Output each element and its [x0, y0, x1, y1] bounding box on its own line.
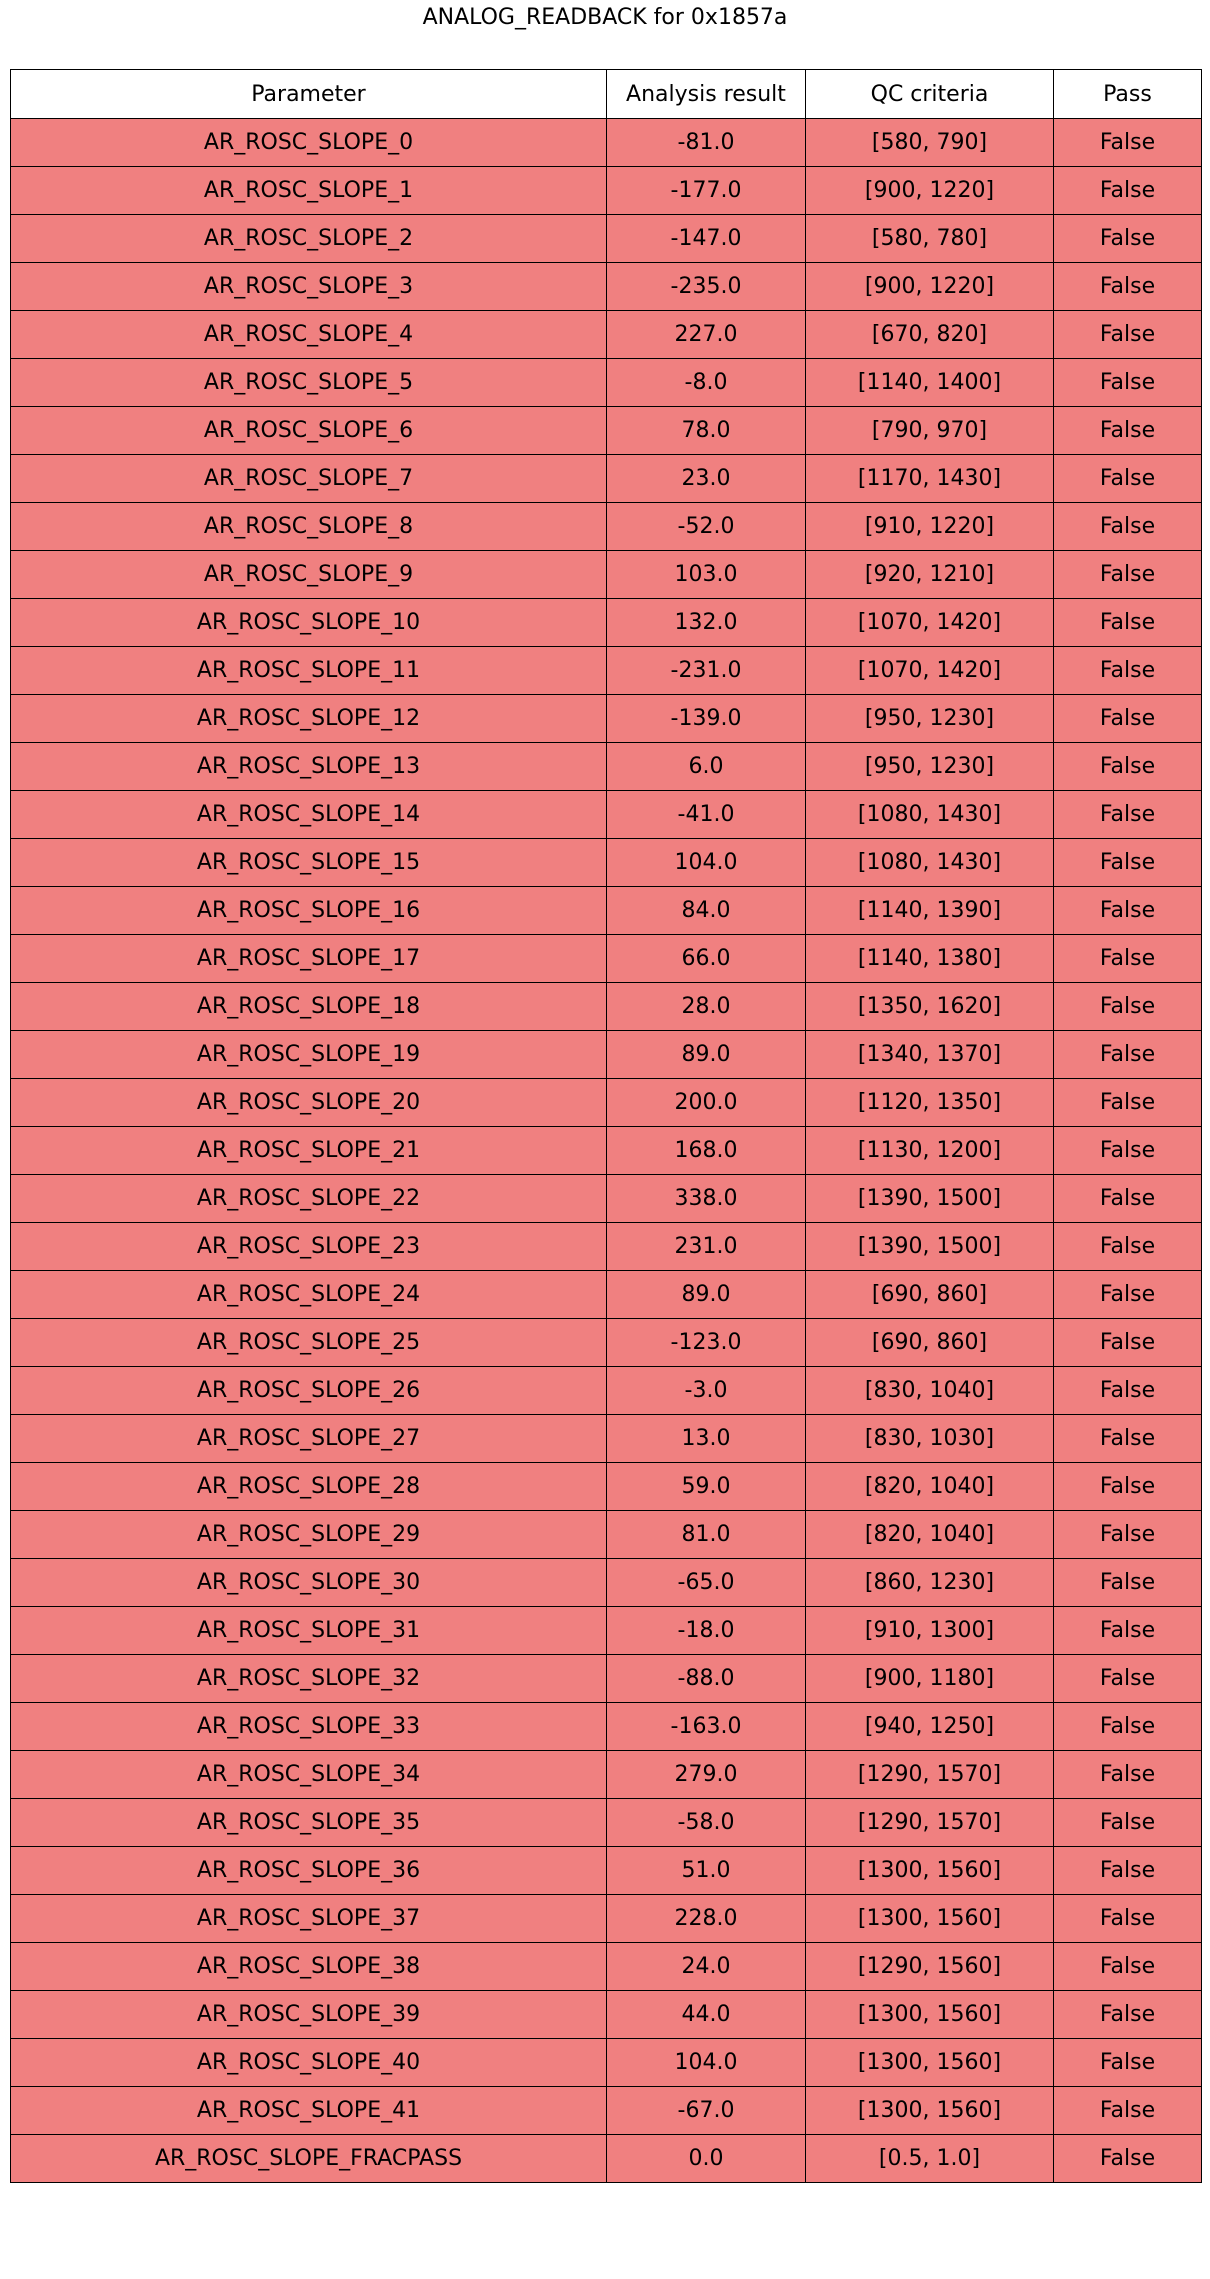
- analysis-result-cell: -67.0: [607, 2087, 806, 2135]
- analysis-result-cell: 89.0: [607, 1271, 806, 1319]
- analysis-result-cell: -3.0: [607, 1367, 806, 1415]
- parameter-cell: AR_ROSC_SLOPE_13: [11, 743, 607, 791]
- parameter-cell: AR_ROSC_SLOPE_23: [11, 1223, 607, 1271]
- pass-cell: False: [1054, 695, 1202, 743]
- pass-cell: False: [1054, 935, 1202, 983]
- table-row: [11, 1175, 1202, 1223]
- analysis-result-cell: 104.0: [607, 839, 806, 887]
- pass-cell: False: [1054, 1607, 1202, 1655]
- pass-cell: False: [1054, 1223, 1202, 1271]
- table-row: [11, 503, 1202, 551]
- table-row: [11, 263, 1202, 311]
- page-title: ANALOG_READBACK for 0x1857a: [422, 5, 788, 30]
- parameter-cell: AR_ROSC_SLOPE_27: [11, 1415, 607, 1463]
- parameter-cell: AR_ROSC_SLOPE_38: [11, 1943, 607, 1991]
- table-row: [11, 1847, 1202, 1895]
- qc-criteria-cell: [580, 780]: [806, 215, 1054, 263]
- qc-criteria-cell: [900, 1180]: [806, 1655, 1054, 1703]
- pass-cell: False: [1054, 1751, 1202, 1799]
- pass-cell: False: [1054, 791, 1202, 839]
- table-row: [11, 1223, 1202, 1271]
- parameter-cell: AR_ROSC_SLOPE_17: [11, 935, 607, 983]
- parameter-cell: AR_ROSC_SLOPE_12: [11, 695, 607, 743]
- analysis-result-cell: 84.0: [607, 887, 806, 935]
- qc-criteria-cell: [1080, 1430]: [806, 839, 1054, 887]
- analysis-result-cell: 279.0: [607, 1751, 806, 1799]
- table-row: [11, 1991, 1202, 2039]
- table-row: [11, 311, 1202, 359]
- analysis-result-cell: 66.0: [607, 935, 806, 983]
- parameter-cell: AR_ROSC_SLOPE_11: [11, 647, 607, 695]
- parameter-cell: AR_ROSC_SLOPE_8: [11, 503, 607, 551]
- analysis-result-cell: 338.0: [607, 1175, 806, 1223]
- analysis-result-cell: 132.0: [607, 599, 806, 647]
- pass-cell: False: [1054, 2087, 1202, 2135]
- parameter-cell: AR_ROSC_SLOPE_FRACPASS: [11, 2135, 607, 2183]
- table-row: [11, 2087, 1202, 2135]
- table-row: [11, 215, 1202, 263]
- table-row: [11, 2135, 1202, 2183]
- analysis-result-cell: 59.0: [607, 1463, 806, 1511]
- parameter-cell: AR_ROSC_SLOPE_32: [11, 1655, 607, 1703]
- table-row: [11, 791, 1202, 839]
- table-row: [11, 839, 1202, 887]
- table-row: [11, 359, 1202, 407]
- pass-cell: False: [1054, 1847, 1202, 1895]
- table-row: [11, 1607, 1202, 1655]
- table-row: [11, 1319, 1202, 1367]
- analysis-result-cell: 231.0: [607, 1223, 806, 1271]
- table-row: [11, 1799, 1202, 1847]
- parameter-cell: AR_ROSC_SLOPE_0: [11, 119, 607, 167]
- pass-cell: False: [1054, 839, 1202, 887]
- pass-cell: False: [1054, 215, 1202, 263]
- qc-criteria-cell: [1300, 1560]: [806, 1895, 1054, 1943]
- pass-cell: False: [1054, 167, 1202, 215]
- pass-cell: False: [1054, 1895, 1202, 1943]
- parameter-cell: AR_ROSC_SLOPE_9: [11, 551, 607, 599]
- pass-cell: False: [1054, 599, 1202, 647]
- table-row: [11, 695, 1202, 743]
- analysis-result-cell: -81.0: [607, 119, 806, 167]
- table-row: [11, 1751, 1202, 1799]
- pass-cell: False: [1054, 1271, 1202, 1319]
- qc-criteria-cell: [790, 970]: [806, 407, 1054, 455]
- header-pass: Pass: [1054, 70, 1202, 119]
- qc-criteria-cell: [900, 1220]: [806, 167, 1054, 215]
- pass-cell: False: [1054, 407, 1202, 455]
- table-row: [11, 2039, 1202, 2087]
- analysis-result-cell: -65.0: [607, 1559, 806, 1607]
- table-row: [11, 551, 1202, 599]
- pass-cell: False: [1054, 1559, 1202, 1607]
- pass-cell: False: [1054, 743, 1202, 791]
- qc-criteria-cell: [1290, 1570]: [806, 1751, 1054, 1799]
- parameter-cell: AR_ROSC_SLOPE_36: [11, 1847, 607, 1895]
- parameter-cell: AR_ROSC_SLOPE_1: [11, 167, 607, 215]
- table-row: [11, 1559, 1202, 1607]
- parameter-cell: AR_ROSC_SLOPE_40: [11, 2039, 607, 2087]
- qc-criteria-cell: [0.5, 1.0]: [806, 2135, 1054, 2183]
- analysis-result-cell: -231.0: [607, 647, 806, 695]
- pass-cell: False: [1054, 887, 1202, 935]
- table-row: [11, 1895, 1202, 1943]
- parameter-cell: AR_ROSC_SLOPE_5: [11, 359, 607, 407]
- qc-criteria-cell: [910, 1300]: [806, 1607, 1054, 1655]
- qc-criteria-cell: [820, 1040]: [806, 1511, 1054, 1559]
- pass-cell: False: [1054, 1319, 1202, 1367]
- analysis-result-cell: 228.0: [607, 1895, 806, 1943]
- table-row: [11, 1079, 1202, 1127]
- analysis-result-cell: -8.0: [607, 359, 806, 407]
- table-row: [11, 599, 1202, 647]
- qc-criteria-cell: [1070, 1420]: [806, 647, 1054, 695]
- table-row: [11, 647, 1202, 695]
- table-row: [11, 1943, 1202, 1991]
- pass-cell: False: [1054, 503, 1202, 551]
- table-header: [11, 70, 1202, 119]
- analysis-result-cell: 104.0: [607, 2039, 806, 2087]
- pass-cell: False: [1054, 983, 1202, 1031]
- table-row: [11, 935, 1202, 983]
- qc-criteria-cell: [580, 790]: [806, 119, 1054, 167]
- qc-criteria-cell: [1120, 1350]: [806, 1079, 1054, 1127]
- parameter-cell: AR_ROSC_SLOPE_28: [11, 1463, 607, 1511]
- pass-cell: False: [1054, 1991, 1202, 2039]
- analysis-result-cell: 28.0: [607, 983, 806, 1031]
- parameter-cell: AR_ROSC_SLOPE_30: [11, 1559, 607, 1607]
- qc-results-table: [10, 69, 1202, 2183]
- table-row: [11, 407, 1202, 455]
- pass-cell: False: [1054, 1943, 1202, 1991]
- parameter-cell: AR_ROSC_SLOPE_3: [11, 263, 607, 311]
- qc-criteria-cell: [900, 1220]: [806, 263, 1054, 311]
- analysis-result-cell: 81.0: [607, 1511, 806, 1559]
- table-row: [11, 167, 1202, 215]
- qc-criteria-cell: [950, 1230]: [806, 743, 1054, 791]
- table-row: [11, 1463, 1202, 1511]
- qc-criteria-cell: [1300, 1560]: [806, 2039, 1054, 2087]
- qc-criteria-cell: [820, 1040]: [806, 1463, 1054, 1511]
- analysis-result-cell: 200.0: [607, 1079, 806, 1127]
- qc-criteria-cell: [1300, 1560]: [806, 2087, 1054, 2135]
- pass-cell: False: [1054, 1031, 1202, 1079]
- pass-cell: False: [1054, 1655, 1202, 1703]
- parameter-cell: AR_ROSC_SLOPE_33: [11, 1703, 607, 1751]
- parameter-cell: AR_ROSC_SLOPE_39: [11, 1991, 607, 2039]
- header-parameter: Parameter: [11, 70, 607, 119]
- pass-cell: False: [1054, 1799, 1202, 1847]
- parameter-cell: AR_ROSC_SLOPE_20: [11, 1079, 607, 1127]
- analysis-result-cell: 51.0: [607, 1847, 806, 1895]
- analysis-result-cell: 13.0: [607, 1415, 806, 1463]
- pass-cell: False: [1054, 1079, 1202, 1127]
- parameter-cell: AR_ROSC_SLOPE_25: [11, 1319, 607, 1367]
- pass-cell: False: [1054, 359, 1202, 407]
- analysis-result-cell: 89.0: [607, 1031, 806, 1079]
- analysis-result-cell: -177.0: [607, 167, 806, 215]
- parameter-cell: AR_ROSC_SLOPE_2: [11, 215, 607, 263]
- analysis-result-cell: 24.0: [607, 1943, 806, 1991]
- qc-criteria-cell: [1140, 1400]: [806, 359, 1054, 407]
- parameter-cell: AR_ROSC_SLOPE_34: [11, 1751, 607, 1799]
- qc-criteria-cell: [1080, 1430]: [806, 791, 1054, 839]
- analysis-result-cell: 227.0: [607, 311, 806, 359]
- analysis-result-cell: -163.0: [607, 1703, 806, 1751]
- qc-criteria-cell: [1140, 1380]: [806, 935, 1054, 983]
- header-row: [11, 70, 1202, 119]
- pass-cell: False: [1054, 1415, 1202, 1463]
- parameter-cell: AR_ROSC_SLOPE_14: [11, 791, 607, 839]
- pass-cell: False: [1054, 1463, 1202, 1511]
- qc-criteria-cell: [1290, 1570]: [806, 1799, 1054, 1847]
- analysis-result-cell: 0.0: [607, 2135, 806, 2183]
- qc-criteria-cell: [1300, 1560]: [806, 1847, 1054, 1895]
- table-row: [11, 983, 1202, 1031]
- pass-cell: False: [1054, 551, 1202, 599]
- qc-criteria-cell: [1290, 1560]: [806, 1943, 1054, 1991]
- analysis-result-cell: -88.0: [607, 1655, 806, 1703]
- parameter-cell: AR_ROSC_SLOPE_26: [11, 1367, 607, 1415]
- analysis-result-cell: -52.0: [607, 503, 806, 551]
- table-row: [11, 119, 1202, 167]
- parameter-cell: AR_ROSC_SLOPE_21: [11, 1127, 607, 1175]
- parameter-cell: AR_ROSC_SLOPE_4: [11, 311, 607, 359]
- parameter-cell: AR_ROSC_SLOPE_37: [11, 1895, 607, 1943]
- qc-criteria-cell: [920, 1210]: [806, 551, 1054, 599]
- qc-criteria-cell: [1340, 1370]: [806, 1031, 1054, 1079]
- analysis-result-cell: 78.0: [607, 407, 806, 455]
- pass-cell: False: [1054, 119, 1202, 167]
- pass-cell: False: [1054, 647, 1202, 695]
- qc-criteria-cell: [940, 1250]: [806, 1703, 1054, 1751]
- parameter-cell: AR_ROSC_SLOPE_35: [11, 1799, 607, 1847]
- qc-criteria-cell: [860, 1230]: [806, 1559, 1054, 1607]
- pass-cell: False: [1054, 1175, 1202, 1223]
- table-row: [11, 1511, 1202, 1559]
- table-body: [11, 119, 1202, 2183]
- table-row: [11, 1703, 1202, 1751]
- analysis-result-cell: -41.0: [607, 791, 806, 839]
- qc-criteria-cell: [1130, 1200]: [806, 1127, 1054, 1175]
- qc-criteria-cell: [830, 1040]: [806, 1367, 1054, 1415]
- parameter-cell: AR_ROSC_SLOPE_41: [11, 2087, 607, 2135]
- analysis-result-cell: -147.0: [607, 215, 806, 263]
- parameter-cell: AR_ROSC_SLOPE_10: [11, 599, 607, 647]
- analysis-result-cell: -58.0: [607, 1799, 806, 1847]
- parameter-cell: AR_ROSC_SLOPE_7: [11, 455, 607, 503]
- analysis-result-cell: -139.0: [607, 695, 806, 743]
- qc-criteria-cell: [1350, 1620]: [806, 983, 1054, 1031]
- table-row: [11, 1367, 1202, 1415]
- header-qc-criteria: QC criteria: [806, 70, 1054, 119]
- qc-criteria-cell: [670, 820]: [806, 311, 1054, 359]
- analysis-result-cell: -123.0: [607, 1319, 806, 1367]
- qc-criteria-cell: [1070, 1420]: [806, 599, 1054, 647]
- pass-cell: False: [1054, 263, 1202, 311]
- qc-criteria-cell: [950, 1230]: [806, 695, 1054, 743]
- parameter-cell: AR_ROSC_SLOPE_16: [11, 887, 607, 935]
- table-row: [11, 1271, 1202, 1319]
- analysis-result-cell: 6.0: [607, 743, 806, 791]
- parameter-cell: AR_ROSC_SLOPE_22: [11, 1175, 607, 1223]
- parameter-cell: AR_ROSC_SLOPE_6: [11, 407, 607, 455]
- header-analysis-result: Analysis result: [607, 70, 806, 119]
- table-row: [11, 887, 1202, 935]
- parameter-cell: AR_ROSC_SLOPE_24: [11, 1271, 607, 1319]
- qc-criteria-cell: [910, 1220]: [806, 503, 1054, 551]
- qc-criteria-cell: [690, 860]: [806, 1271, 1054, 1319]
- qc-criteria-cell: [830, 1030]: [806, 1415, 1054, 1463]
- pass-cell: False: [1054, 2135, 1202, 2183]
- table-row: [11, 1031, 1202, 1079]
- analysis-result-cell: 168.0: [607, 1127, 806, 1175]
- qc-criteria-cell: [1390, 1500]: [806, 1175, 1054, 1223]
- pass-cell: False: [1054, 1703, 1202, 1751]
- parameter-cell: AR_ROSC_SLOPE_31: [11, 1607, 607, 1655]
- parameter-cell: AR_ROSC_SLOPE_19: [11, 1031, 607, 1079]
- table-row: [11, 1127, 1202, 1175]
- table-row: [11, 743, 1202, 791]
- pass-cell: False: [1054, 1127, 1202, 1175]
- parameter-cell: AR_ROSC_SLOPE_15: [11, 839, 607, 887]
- table-row: [11, 1415, 1202, 1463]
- table-row: [11, 455, 1202, 503]
- parameter-cell: AR_ROSC_SLOPE_29: [11, 1511, 607, 1559]
- pass-cell: False: [1054, 1511, 1202, 1559]
- qc-criteria-cell: [1170, 1430]: [806, 455, 1054, 503]
- parameter-cell: AR_ROSC_SLOPE_18: [11, 983, 607, 1031]
- pass-cell: False: [1054, 311, 1202, 359]
- qc-criteria-cell: [690, 860]: [806, 1319, 1054, 1367]
- qc-criteria-cell: [1390, 1500]: [806, 1223, 1054, 1271]
- pass-cell: False: [1054, 1367, 1202, 1415]
- analysis-result-cell: 23.0: [607, 455, 806, 503]
- analysis-result-cell: -235.0: [607, 263, 806, 311]
- analysis-result-cell: -18.0: [607, 1607, 806, 1655]
- pass-cell: False: [1054, 2039, 1202, 2087]
- analysis-result-cell: 44.0: [607, 1991, 806, 2039]
- table-row: [11, 1655, 1202, 1703]
- qc-criteria-cell: [1140, 1390]: [806, 887, 1054, 935]
- pass-cell: False: [1054, 455, 1202, 503]
- analysis-result-cell: 103.0: [607, 551, 806, 599]
- qc-criteria-cell: [1300, 1560]: [806, 1991, 1054, 2039]
